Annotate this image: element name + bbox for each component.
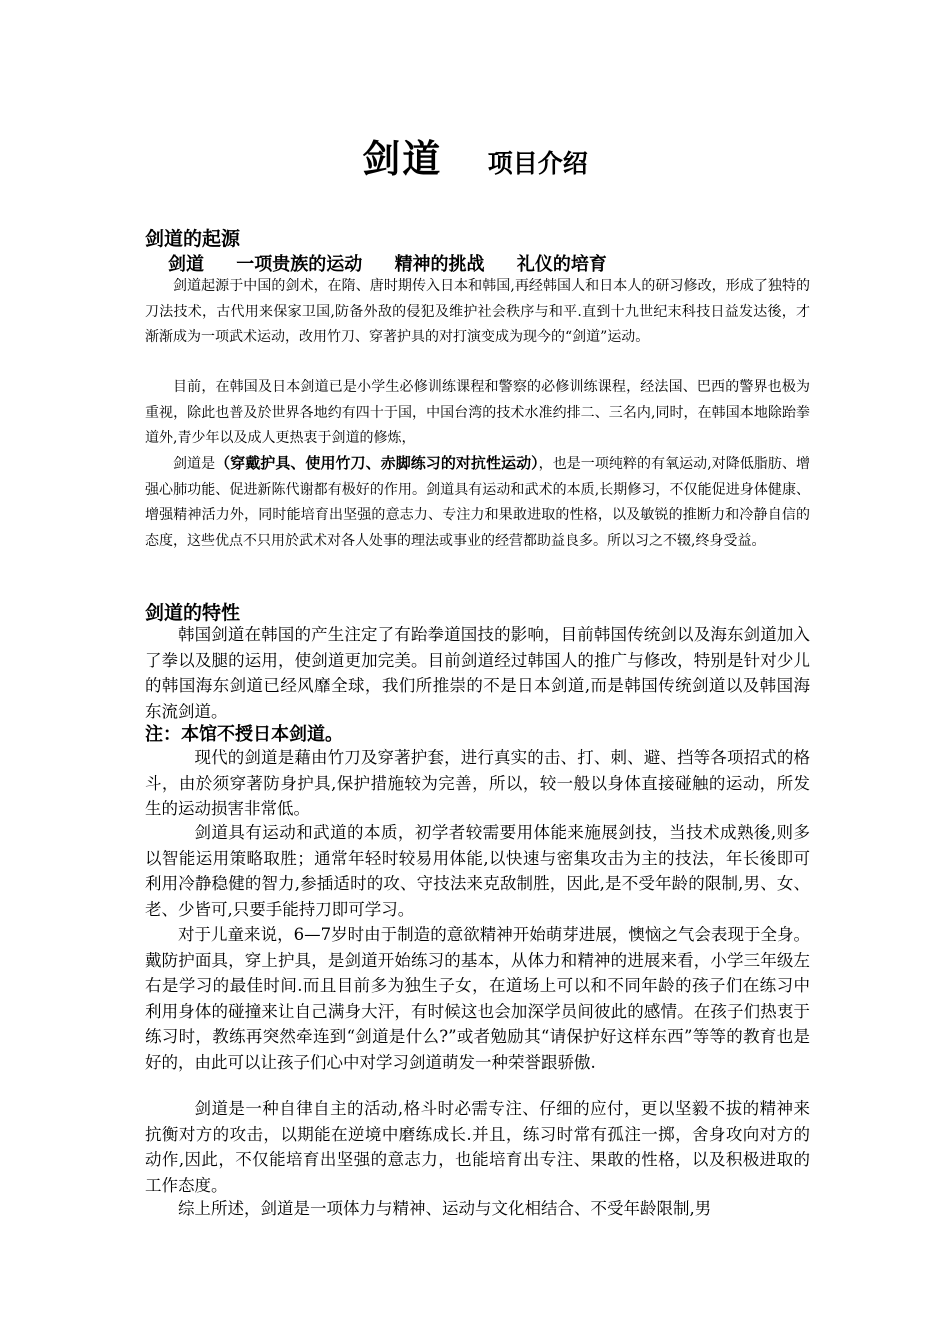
subtitle-part: 剑道 [168,254,204,275]
p3-start: 剑道是 [173,456,216,472]
title-main: 剑道 [362,137,443,181]
features-paragraph-1: 韩国剑道在韩国的产生注定了有跆拳道国技的影响，目前韩国传统剑以及海东剑道加入了拳以及腿的运用，使剑道更加完美。目前剑道经过韩国人的推广与修改，特别是针对少儿的韩国海东剑道已经风靡全球，我们所推崇的不是日本剑道,而是韩国传统剑道以及韩国海东流剑道。 [145,625,810,721]
title-sub: 项目介绍 [487,149,588,178]
subtitle-part: 精神的挑战 [394,254,485,275]
features-paragraph-2: 现代的剑道是藉由竹刀及穿著护套，进行真实的击、打、刺、避、挡等各项招式的格斗，由於须穿著防身护具,保护措施较为完善，所以，较一般以身体直接碰触的运动，所发生的运动损害非常低。 [145,748,810,818]
origin-paragraph-3 [145,451,810,554]
subtitle-part: 一项贵族的运动 [236,254,363,275]
note: 注：本馆不授日本剑道。 [145,724,343,745]
features-paragraph-5: 剑道是一种自律自主的活动,格斗时必需专注、仔细的应付，更以坚毅不拔的精神来抗衡对方的攻击，以期能在逆境中磨练成长.并且，练习时常有孤注一掷，舍身攻向对方的动作,因此，不仅能培育出坚强的意志力，也能培育出专注、果敢的性格，以及积极进取的工作态度。 [145,1099,810,1195]
features-paragraph-6: 综上所述，剑道是一项体力与精神、运动与文化相结合、不受年龄限制,男 [178,1199,712,1218]
p3-bold: （穿戴护具、使用竹刀、赤脚练习的对抗性运动） [215,454,539,472]
origin-paragraph-2: 目前，在韩国及日本剑道已是小学生必修训练课程和警察的必修训练课程，经法国、巴西的警界也极为重视，除此也普及於世界各地约有四十于国，中国台湾的技术水准约排二、三名内,同时，在韩国本地除跆拳道外,青少年以及成人更热衷于剑道的修炼， [145,379,810,446]
section-heading-origin: 剑道的起源 [145,228,241,250]
subtitle-part: 礼仪的培育 [516,254,607,275]
section-heading-features: 剑道的特性 [145,602,241,624]
p3-rest: ，也是一项纯粹的有氧运动,对降低脂肪、增强心肺功能、促进新陈代谢都有极好的作用。剑道具有运动和武术的本质,长期修习，不仅能促进身体健康、增强精神活力外，同时能培育出坚强的意志力、专注力和果敢进取的性格，以及敏锐的推断力和冷静自信的态度，这些优点不只用於武术对各人处事的理法或事业的经营都助益良多。所以习之不辍,终身受益。 [145,456,810,549]
features-paragraph-4: 对于儿童来说，6—7岁时由于制造的意欲精神开始萌芽进展，懊恼之气会表现于全身。戴防护面具，穿上护具，是剑道开始练习的基本，从体力和精神的进展来看，小学三年级左右是学习的最佳时间.而且目前多为独生子女，在道场上可以和不同年龄的孩子们在练习中利用身体的碰撞来让自己满身大汗，有时候这也会加深学员间彼此的感情。在孩子们热衷于练习时，教练再突然牵连到“剑道是什么?”或者勉励其“请保护好这样东西”等等的教育也是好的，由此可以让孩子们心中对学习剑道萌发一种荣誉跟骄傲. [145,925,810,1072]
origin-subtitle [168,250,633,276]
page-title [0,128,950,183]
origin-paragraph-1: 剑道起源于中国的剑术，在隋、唐时期传入日本和韩国,再经韩国人和日本人的研习修改，形成了独特的刀法技术，古代用来保家卫国,防备外敌的侵犯及维护社会秩序与和平.直到十九世纪末科技日益发达後，才渐渐成为一项武术运动，改用竹刀、穿著护具的对打演变成为现今的“剑道”运动。 [145,278,810,345]
features-paragraph-3: 剑道具有运动和武道的本质，初学者较需要用体能来施展剑技，当技术成熟後,则多以智能运用策略取胜；通常年轻时较易用体能,以快速与密集攻击为主的技法，年长後即可利用冷静稳健的智力,参插适时的攻、守技法来克敌制胜，因此,是不受年龄的限制,男、女、老、少皆可,只要手能持刀即可学习。 [145,823,810,919]
